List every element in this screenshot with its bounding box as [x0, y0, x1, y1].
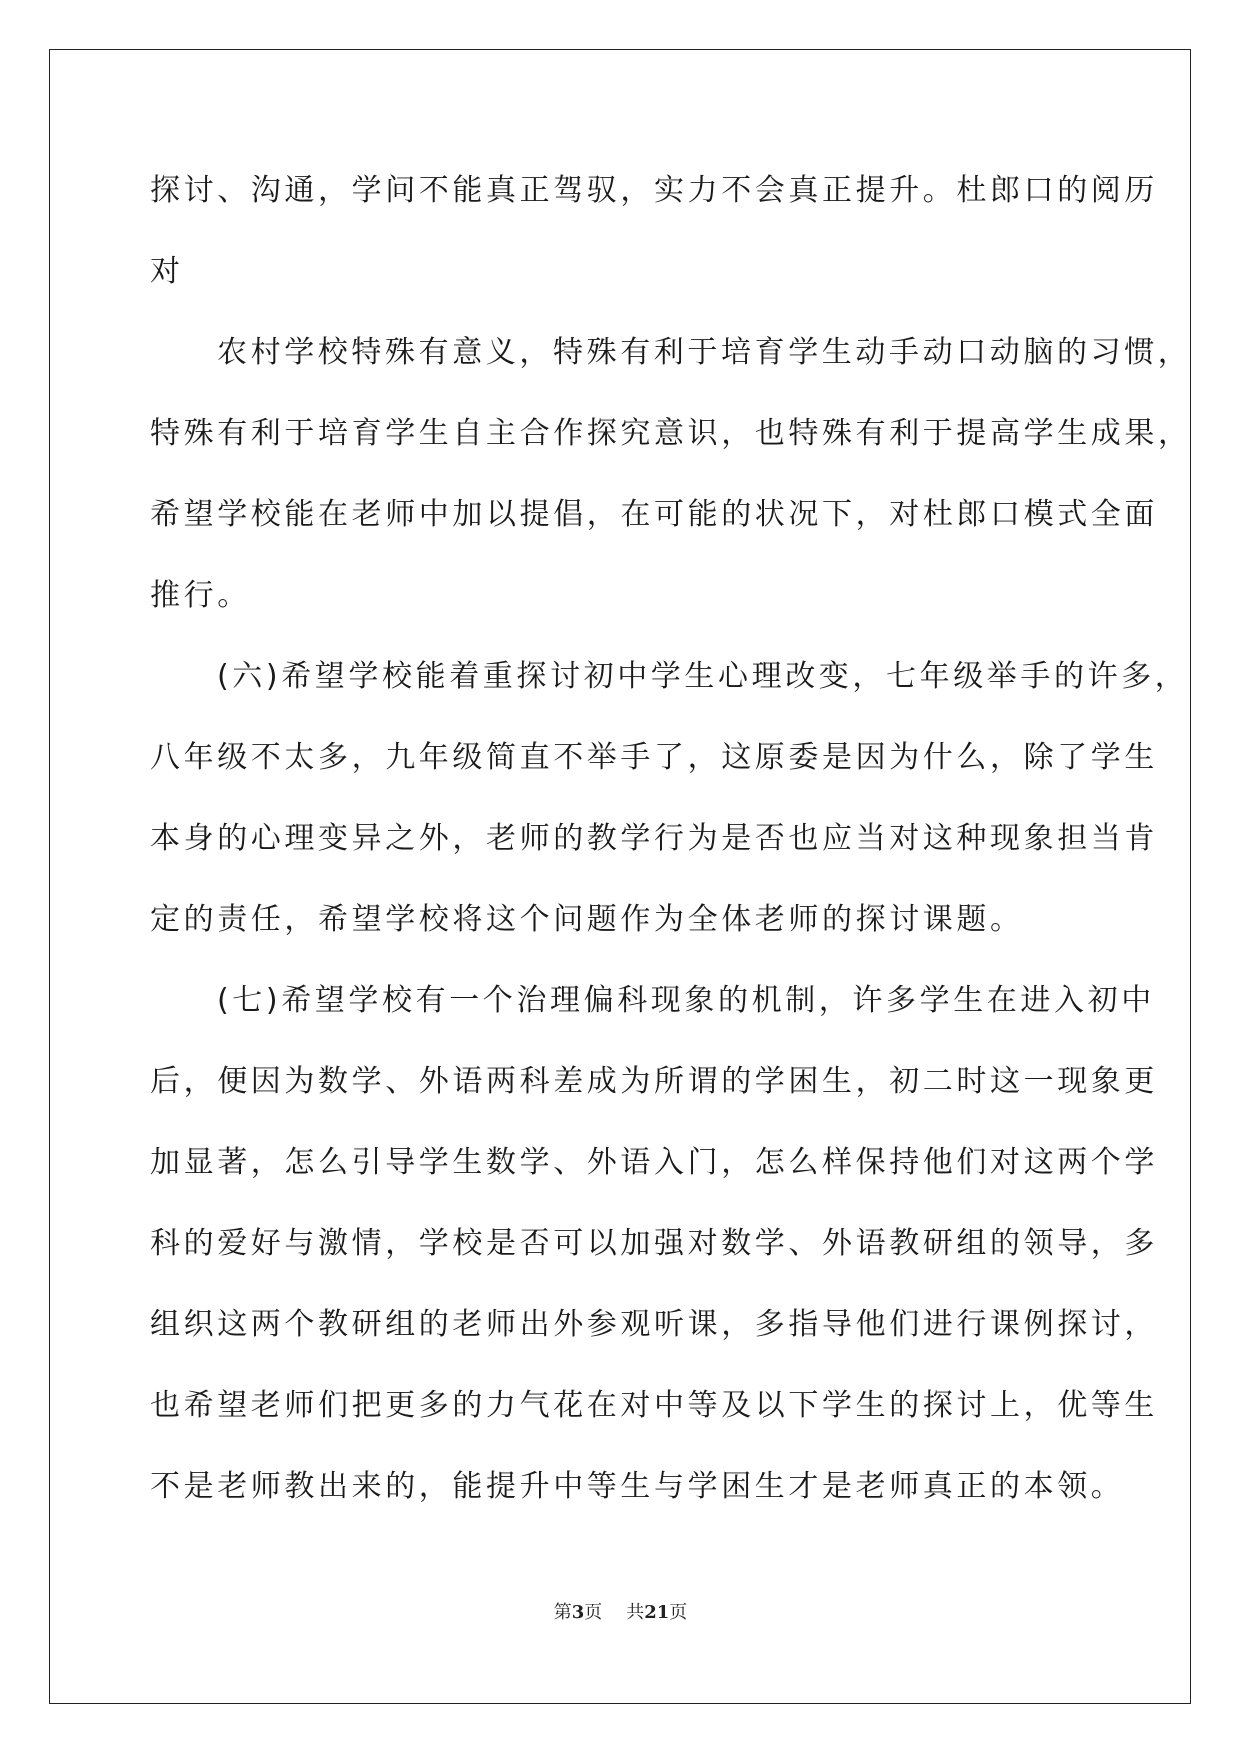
page-current: 3 [571, 1602, 585, 1623]
text-line: 组织这两个教研组的老师出外参观听课，多指导他们进行课例探讨， [150, 1307, 1158, 1342]
text-line: 希望学校能在老师中加以提倡，在可能的状况下，对杜郎口模式全面 [150, 497, 1158, 532]
text-line: 八年级不太多，九年级简直不举手了，这原委是因为什么，除了学生 [150, 740, 1158, 775]
text-line: 对 [150, 254, 184, 289]
text-line: 不是老师教出来的，能提升中等生与学困生才是老师真正的本领。 [150, 1469, 1125, 1504]
page-prefix: 第 [553, 1602, 572, 1623]
total-suffix: 页 [669, 1602, 688, 1623]
text-line: 科的爱好与激情，学校是否可以加强对数学、外语教研组的领导，多 [150, 1226, 1158, 1261]
document-body [150, 150, 1192, 1527]
text-line: 探讨、沟通，学问不能真正驾驭，实力不会真正提升。杜郎口的阅历 [150, 173, 1158, 208]
page-footer [0, 1598, 1241, 1624]
text-line: 特殊有利于培育学生自主合作探究意识，也特殊有利于提高学生成果， [150, 416, 1192, 451]
text-line: 定的责任，希望学校将这个问题作为全体老师的探讨课题。 [150, 902, 1024, 937]
text-line: 后，便因为数学、外语两科差成为所谓的学困生，初二时这一现象更 [150, 1064, 1158, 1099]
text-line: 推行。 [150, 578, 251, 613]
page-total: 21 [644, 1602, 670, 1623]
text-line: 本身的心理变异之外，老师的教学行为是否也应当对这种现象担当肯 [150, 821, 1158, 856]
total-prefix: 共 [626, 1602, 645, 1623]
paragraph-start-line: (六)希望学校能着重探讨初中学生心理改变，七年级举手的许多， [217, 659, 1189, 694]
text-line: 也希望老师们把更多的力气花在对中等及以下学生的探讨上，优等生 [150, 1388, 1158, 1423]
paragraph-start-line: 农村学校特殊有意义，特殊有利于培育学生动手动口动脑的习惯， [217, 335, 1192, 370]
page-suffix: 页 [584, 1602, 603, 1623]
text-line: 加显著，怎么引导学生数学、外语入门，怎么样保持他们对这两个学 [150, 1145, 1158, 1180]
paragraph-start-line: (七)希望学校有一个治理偏科现象的机制，许多学生在进入初中 [217, 983, 1155, 1018]
